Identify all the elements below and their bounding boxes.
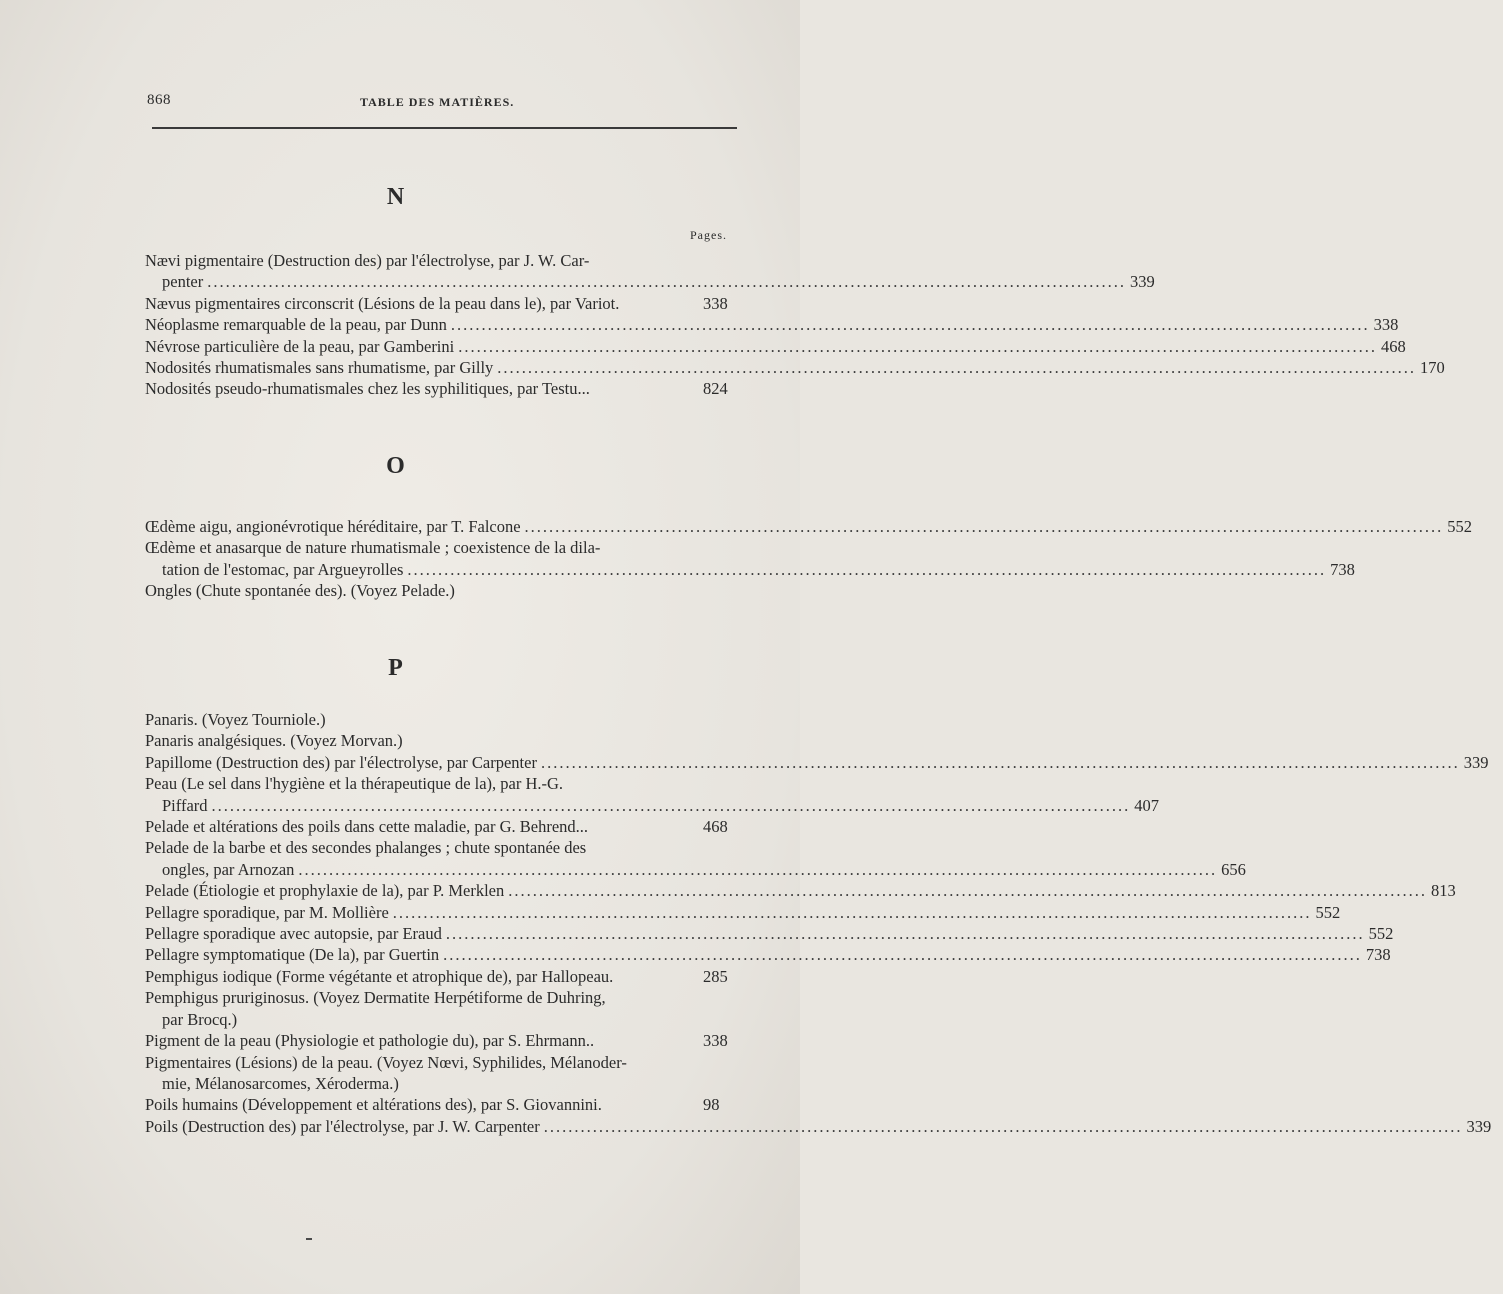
- entry-text-continued: par Brocq.): [162, 1009, 238, 1029]
- leader-dots: [407, 560, 1326, 579]
- entry-page: 339: [1129, 272, 1155, 292]
- entry-page: 98: [703, 1095, 720, 1115]
- leader-dots: [451, 314, 1370, 335]
- entry-text: Pellagre sporadique, par M. Mollière: [145, 902, 389, 922]
- index-entry: [145, 1030, 739, 1051]
- index-entry: [145, 752, 1489, 773]
- entry-page: 338: [1373, 315, 1399, 335]
- entry-text-continued: ongles, par Arnozan: [162, 859, 295, 879]
- entry-text: Pelade de la barbe et des secondes phalanges ; chute spontanée des: [145, 838, 587, 858]
- entry-text: Poils (Destruction des) par l'électrolyse, par J. W. Carpenter: [145, 1116, 540, 1136]
- leader-dots: [212, 796, 1131, 815]
- page-number: 868: [147, 92, 171, 108]
- entry-text: Ongles (Chute spontanée des). (Voyez Pelade.): [145, 581, 455, 601]
- entry-text: Pigmentaires (Lésions) de la peau. (Voyez Nœvi, Syphilides, Mélanoder-: [145, 1052, 627, 1072]
- entry-page: 170: [1420, 358, 1445, 378]
- entry-text: Néoplasme remarquable de la peau, par Dunn: [145, 315, 447, 335]
- index-entry: [145, 730, 739, 751]
- index-entry: [145, 580, 739, 601]
- entry-page: 339: [1463, 752, 1489, 772]
- section-letter-n: N: [386, 184, 406, 210]
- entry-page: 552: [1447, 517, 1473, 536]
- index-entry: [145, 1052, 739, 1095]
- index-entry: [145, 966, 739, 987]
- index-entry: [145, 537, 1355, 580]
- entry-page: 656: [1221, 859, 1246, 879]
- leader-dots: [443, 944, 1362, 965]
- entry-page: 813: [1430, 881, 1456, 901]
- entry-text: Nævus pigmentaires circonscrit (Lésions de la peau dans le), par Variot.: [145, 293, 620, 313]
- entry-page: 468: [1380, 336, 1406, 356]
- leader-dots: [508, 880, 1427, 901]
- print-mark: [306, 1238, 312, 1240]
- leader-dots: [541, 752, 1460, 773]
- entry-text: Œdème aigu, angionévrotique héréditaire, par T. Falcone: [145, 517, 521, 536]
- entry-page: 468: [703, 817, 728, 837]
- index-entry: [145, 816, 739, 837]
- entry-text: Pemphigus iodique (Forme végétante et atrophique de), par Hallopeau.: [145, 966, 614, 986]
- index-entry: [145, 336, 1406, 357]
- entry-text: Pigment de la peau (Physiologie et pathologie du), par S. Ehrmann..: [145, 1031, 595, 1051]
- entry-text: Panaris. (Voyez Tourniole.): [145, 710, 326, 729]
- leader-dots: [446, 923, 1365, 944]
- index-entry: [145, 250, 1155, 293]
- index-entry: [145, 314, 1399, 335]
- section-letter-o: O: [386, 453, 406, 479]
- section-letter-p: P: [388, 655, 404, 681]
- entry-text-continued: tation de l'estomac, par Argueyrolles: [162, 559, 404, 579]
- entry-text: Névrose particulière de la peau, par Gamberini: [145, 336, 455, 356]
- index-entry: [145, 987, 739, 1030]
- entry-text: Nævi pigmentaire (Destruction des) par l'électrolyse, par J. W. Car-: [145, 251, 590, 270]
- entry-text: Pemphigus pruriginosus. (Voyez Dermatite Herpétiforme de Duhring,: [145, 988, 606, 1008]
- entry-text: Œdème et anasarque de nature rhumatismale ; coexistence de la dila-: [145, 538, 601, 558]
- entry-text: Nodosités rhumatismales sans rhumatisme, par Gilly: [145, 358, 494, 378]
- index-entry: [145, 709, 739, 730]
- entry-page: 552: [1315, 902, 1341, 922]
- leader-dots: [544, 1116, 1463, 1137]
- leader-dots: [458, 336, 1377, 357]
- entry-text: Panaris analgésiques. (Voyez Morvan.): [145, 731, 403, 751]
- index-entry: [145, 357, 1445, 378]
- leader-dots: [393, 902, 1312, 923]
- index-entry: [145, 837, 1246, 880]
- pages-column-label: Pages.: [690, 228, 727, 242]
- running-title: TABLE DES MATIÈRES.: [360, 95, 515, 109]
- entry-page: 338: [703, 1031, 728, 1051]
- entry-text-continued: Piffard: [162, 795, 208, 815]
- entry-text: Papillome (Destruction des) par l'électrolyse, par Carpenter: [145, 752, 537, 772]
- entry-text: Pellagre sporadique avec autopsie, par Eraud: [145, 924, 442, 944]
- entry-text: Pelade et altérations des poils dans cette maladie, par G. Behrend...: [145, 817, 589, 837]
- entry-text: Poils humains (Développement et altérations des), par S. Giovannini.: [145, 1095, 602, 1115]
- entry-page: 339: [1466, 1116, 1492, 1136]
- index-entry: [145, 944, 1391, 965]
- entry-page: 552: [1368, 924, 1394, 944]
- entry-text: Nodosités pseudo-rhumatismales chez les syphilitiques, par Testu...: [145, 379, 590, 399]
- entry-text: Pelade (Étiologie et prophylaxie de la), par P. Merklen: [145, 881, 505, 901]
- entry-text: Peau (Le sel dans l'hygiène et la thérapeutique de la), par H.-G.: [145, 774, 564, 794]
- entry-text: Pellagre symptomatique (De la), par Guertin: [145, 945, 440, 965]
- index-entry: [145, 880, 1456, 901]
- header-rule: [152, 127, 737, 129]
- entry-text-continued: mie, Mélanosarcomes, Xéroderma.): [162, 1073, 399, 1093]
- index-entry: [145, 1094, 739, 1115]
- entry-page: 824: [703, 379, 728, 399]
- entry-page: 738: [1365, 945, 1391, 965]
- entry-page: 738: [1330, 559, 1355, 579]
- index-entry: [145, 902, 1341, 923]
- section-o-entries: [145, 516, 1473, 602]
- index-entry: [145, 923, 1394, 944]
- leader-dots: [525, 516, 1444, 537]
- index-entry: [145, 1116, 1492, 1137]
- section-p-entries: [145, 709, 1492, 1137]
- entry-page: 407: [1134, 795, 1160, 815]
- index-entry: [145, 773, 1160, 816]
- leader-dots: [497, 357, 1416, 378]
- entry-page: 285: [703, 966, 728, 986]
- index-entry: [145, 378, 739, 399]
- section-n-entries: [145, 250, 1445, 400]
- page-header: [147, 92, 737, 116]
- index-entry: [145, 293, 739, 314]
- leader-dots: [207, 272, 1126, 291]
- index-entry: [145, 516, 1473, 537]
- leader-dots: [298, 860, 1217, 879]
- entry-text-continued: penter: [162, 272, 204, 292]
- entry-page: 338: [703, 293, 728, 313]
